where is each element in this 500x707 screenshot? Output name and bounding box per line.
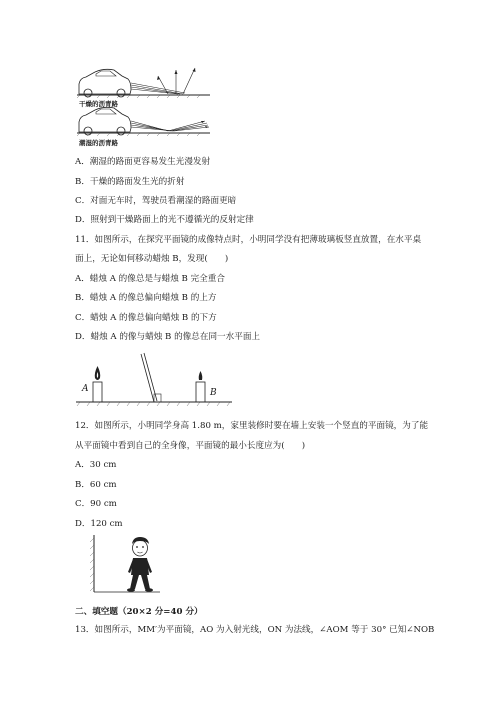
figure-wet-caption: 潮湿的沥青路 bbox=[79, 139, 118, 147]
q11-stem-line2: 面上，无论如何移动蜡烛 B，发现( ) bbox=[75, 254, 229, 264]
q10-option-b: B．干燥的路面发生光的折射 bbox=[75, 177, 185, 187]
figure-dry-caption: 干燥的沥青路 bbox=[79, 100, 118, 108]
q10-option-c: C．对面无车时，驾驶员看潮湿的路面更暗 bbox=[75, 196, 237, 206]
q11-option-a: A．蜡烛 A 的像总是与蜡烛 B 完全重合 bbox=[75, 274, 225, 284]
q10-option-a: A．潮湿的路面更容易发生光漫发射 bbox=[75, 157, 211, 167]
q12-option-d: D．120 cm bbox=[75, 519, 123, 529]
q13-stem-line1: 13．如图所示，MM′为平面镜，AO 为入射光线，ON 为法线，∠AOM 等于 30° 已知∠NOB bbox=[75, 625, 435, 635]
label-candle-b: B bbox=[210, 388, 217, 398]
q11-stem-line1: 11．如图所示，在探究平面镜的成像特点时，小明同学没有把薄玻璃板竖直放置，在水平桌 bbox=[75, 235, 422, 245]
q12-option-b: B．60 cm bbox=[75, 480, 117, 490]
label-candle-a: A bbox=[82, 384, 89, 394]
q12-option-c: C．90 cm bbox=[75, 499, 117, 509]
q11-option-b: B．蜡烛 A 的像总偏向蜡烛 B 的上方 bbox=[75, 293, 217, 303]
q11-option-d: D．蜡烛 A 的像与蜡烛 B 的像总在同一水平面上 bbox=[75, 332, 261, 342]
q10-option-d: D．照射到干燥路面上的光不遵循光的反射定律 bbox=[75, 215, 254, 225]
q12-stem-line2: 从平面镜中看到自己的全身像，平面镜的最小长度应为( ) bbox=[75, 441, 306, 451]
q12-stem-line1: 12．如图所示，小明同学身高 1.80 m，家里装修时要在墙上安装一个竖直的平面镜，为了能 bbox=[75, 421, 429, 431]
q11-option-c: C．蜡烛 A 的像总偏向蜡烛 B 的下方 bbox=[75, 313, 217, 323]
q12-option-a: A．30 cm bbox=[75, 460, 117, 470]
section-title: 二、填空题（20×2 分=40 分） bbox=[75, 607, 203, 617]
